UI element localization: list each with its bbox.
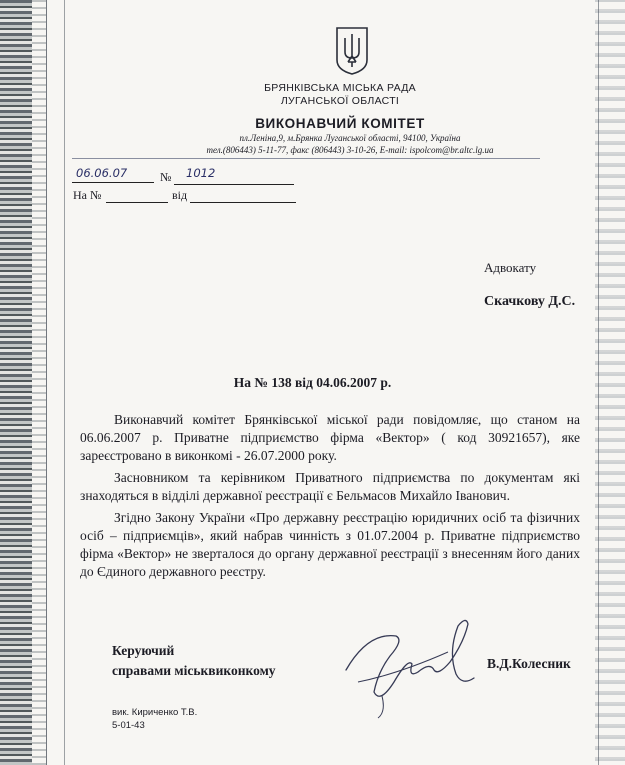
address-line: пл.Леніна,9, м.Брянка Луганської області, 94100, Україна <box>239 133 461 143</box>
handwritten-number: 1012 <box>186 166 216 180</box>
from-label: від <box>172 188 188 202</box>
address-block <box>170 133 530 156</box>
signer-name: В.Д.Колесник <box>487 656 571 671</box>
position-line-1: Керуючий <box>112 643 175 658</box>
executor-block <box>112 706 197 732</box>
handwritten-signature <box>338 612 478 722</box>
body-paragraph-3: Згідно Закону України «Про державну реєстрацію юридичних осіб та фізичних осіб – підприємців», який набрав чинність з 01.07.2004 р. Приватне підприємство фірма «Вектор» не зверталося до органу державної реєстрації з внесенням його даних до Єдиного державного реєстру. <box>80 510 580 579</box>
trident-emblem-icon <box>335 26 369 76</box>
council-line-2: ЛУГАНСЬКОЇ ОБЛАСТІ <box>280 95 400 107</box>
incoming-number-underline <box>106 202 168 203</box>
outgoing-number-label: № <box>160 170 172 184</box>
signer-position <box>112 641 276 681</box>
from-underline <box>190 202 296 203</box>
incoming-number-label: На № <box>73 188 102 202</box>
body-paragraph-2: Засновником та керівником Приватного підприємства по документам які знаходяться в відділі державної реєстрації є Бельмасов Михайло Іванович. <box>80 470 580 503</box>
contacts-line: тел.(806443) 5-11-77, факс (806443) 3-10-26, E-mail: ispolcom@br.altc.lg.ua <box>206 144 494 155</box>
date-underline <box>72 182 154 183</box>
number-underline <box>174 184 294 185</box>
council-name <box>190 82 490 108</box>
recipient-title: Адвокату <box>484 260 537 275</box>
committee-title: ВИКОНАВЧИЙ КОМІТЕТ <box>255 116 425 131</box>
executor-name: вик. Кириченко Т.В. <box>112 707 198 718</box>
position-line-2: справами міськвиконкому <box>112 663 276 678</box>
subject-line: На № 138 від 04.06.2007 р. <box>233 375 392 390</box>
header-divider <box>72 158 540 159</box>
body-paragraph-1: Виконавчий комітет Брянківської міської ради повідомляє, що станом на 06.06.2007 р. Приватне підприємство фірма «Вектор» ( код 30921657), яке зареєстровано в виконкомі - 26.07.2000 року. <box>80 412 580 463</box>
executor-phone: 5-01-43 <box>112 720 145 731</box>
council-line-1: БРЯНКІВСЬКА МІСЬКА РАДА <box>264 82 416 94</box>
recipient-name: Скачкову Д.С. <box>484 294 576 309</box>
handwritten-date: 06.06.07 <box>76 166 128 180</box>
